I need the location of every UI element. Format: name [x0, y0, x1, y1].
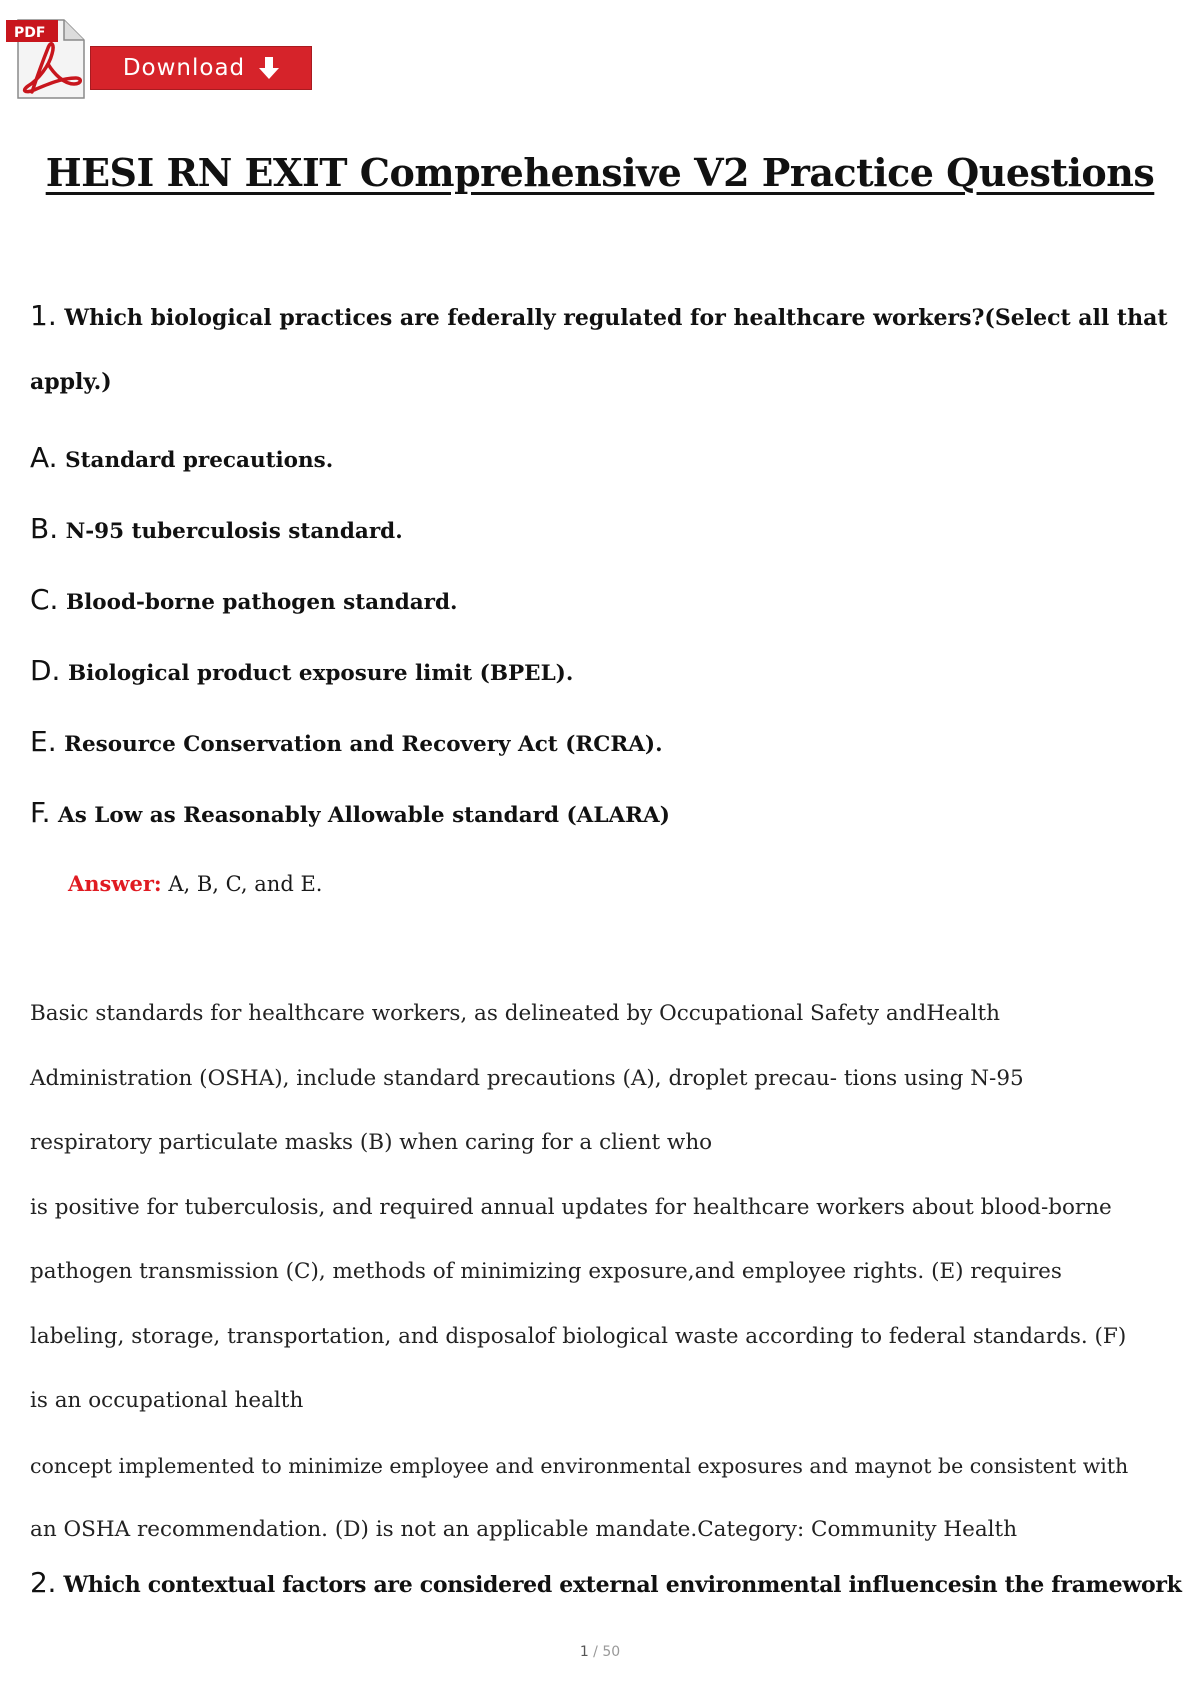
option-d [30, 651, 1180, 722]
download-pdf-button[interactable] [2, 14, 312, 100]
question-1-number: 1. [30, 299, 57, 332]
question-2-line [30, 1565, 1180, 1603]
download-arrow-icon [259, 56, 279, 80]
option-text: Resource Conservation and Recovery Act (RCRA). [64, 732, 663, 757]
option-b [30, 509, 1180, 580]
download-button-face[interactable] [90, 46, 312, 90]
question-1-line-1 [30, 284, 1180, 350]
option-letter: D. [30, 654, 61, 687]
option-letter: C. [30, 583, 59, 616]
answer-explanation [30, 982, 1180, 1563]
current-page: 1 [579, 1644, 589, 1660]
explanation-line: is positive for tuberculosis, and required annual updates for healthcare workers about blood-borne [30, 1194, 1112, 1220]
option-text: Blood-borne pathogen standard. [65, 590, 458, 615]
option-letter: B. [30, 512, 59, 545]
page-indicator [0, 1644, 1200, 1660]
question-2-number: 2. [30, 1565, 57, 1599]
question-1-text: Which biological practices are federally regulated for healthcare workers?(Select all that [64, 305, 1168, 331]
option-letter: E. [30, 725, 57, 758]
explanation-line: is an occupational health [30, 1388, 304, 1413]
page-separator: / [588, 1644, 603, 1660]
document-body [30, 284, 1180, 1603]
option-e [30, 722, 1180, 793]
page-title: HESI RN EXIT Comprehensive V2 Practice Questions [45, 150, 1155, 195]
option-text: N-95 tuberculosis standard. [65, 519, 403, 544]
question-1-options [30, 438, 1180, 864]
answer-text: A, B, C, and E. [161, 872, 323, 896]
option-text: As Low as Reasonably Allowable standard (ALARA) [58, 803, 670, 828]
question-2-text: Which contextual factors are considered external environmental influencesin the framework [63, 1571, 1182, 1598]
option-letter: F. [30, 796, 51, 829]
option-a [30, 438, 1180, 509]
option-c [30, 580, 1180, 651]
explanation-line: pathogen transmission (C), methods of minimizing exposure,and employee rights. (E) requires [30, 1259, 1062, 1284]
explanation-line: an OSHA recommendation. (D) is not an applicable mandate.Category: Community Health [30, 1517, 1018, 1542]
option-text: Biological product exposure limit (BPEL). [67, 661, 574, 686]
option-text: Standard precautions. [65, 448, 334, 473]
explanation-line: Administration (OSHA), include standard precautions (A), droplet precau- tions using N-95 [30, 1065, 1024, 1091]
explanation-line: Basic standards for healthcare workers, as delineated by Occupational Safety andHealth [30, 1001, 1000, 1026]
answer-label: Answer: [68, 871, 162, 896]
explanation-line: respiratory particulate masks (B) when caring for a client who [30, 1130, 713, 1155]
explanation-line: labeling, storage, transportation, and disposalof biological waste according to federal standards. (F) [30, 1323, 1127, 1349]
download-label: Download [122, 55, 246, 81]
total-pages: 50 [602, 1644, 621, 1660]
option-f [30, 793, 1180, 864]
pdf-badge-text: PDF [14, 25, 46, 41]
option-letter: A. [30, 441, 58, 474]
question-1-line-2: apply.) [30, 369, 112, 395]
answer-line [68, 864, 1180, 924]
explanation-line: concept implemented to minimize employee and environmental exposures and maynot be consistent with [30, 1453, 1129, 1478]
pdf-file-icon [4, 14, 90, 100]
